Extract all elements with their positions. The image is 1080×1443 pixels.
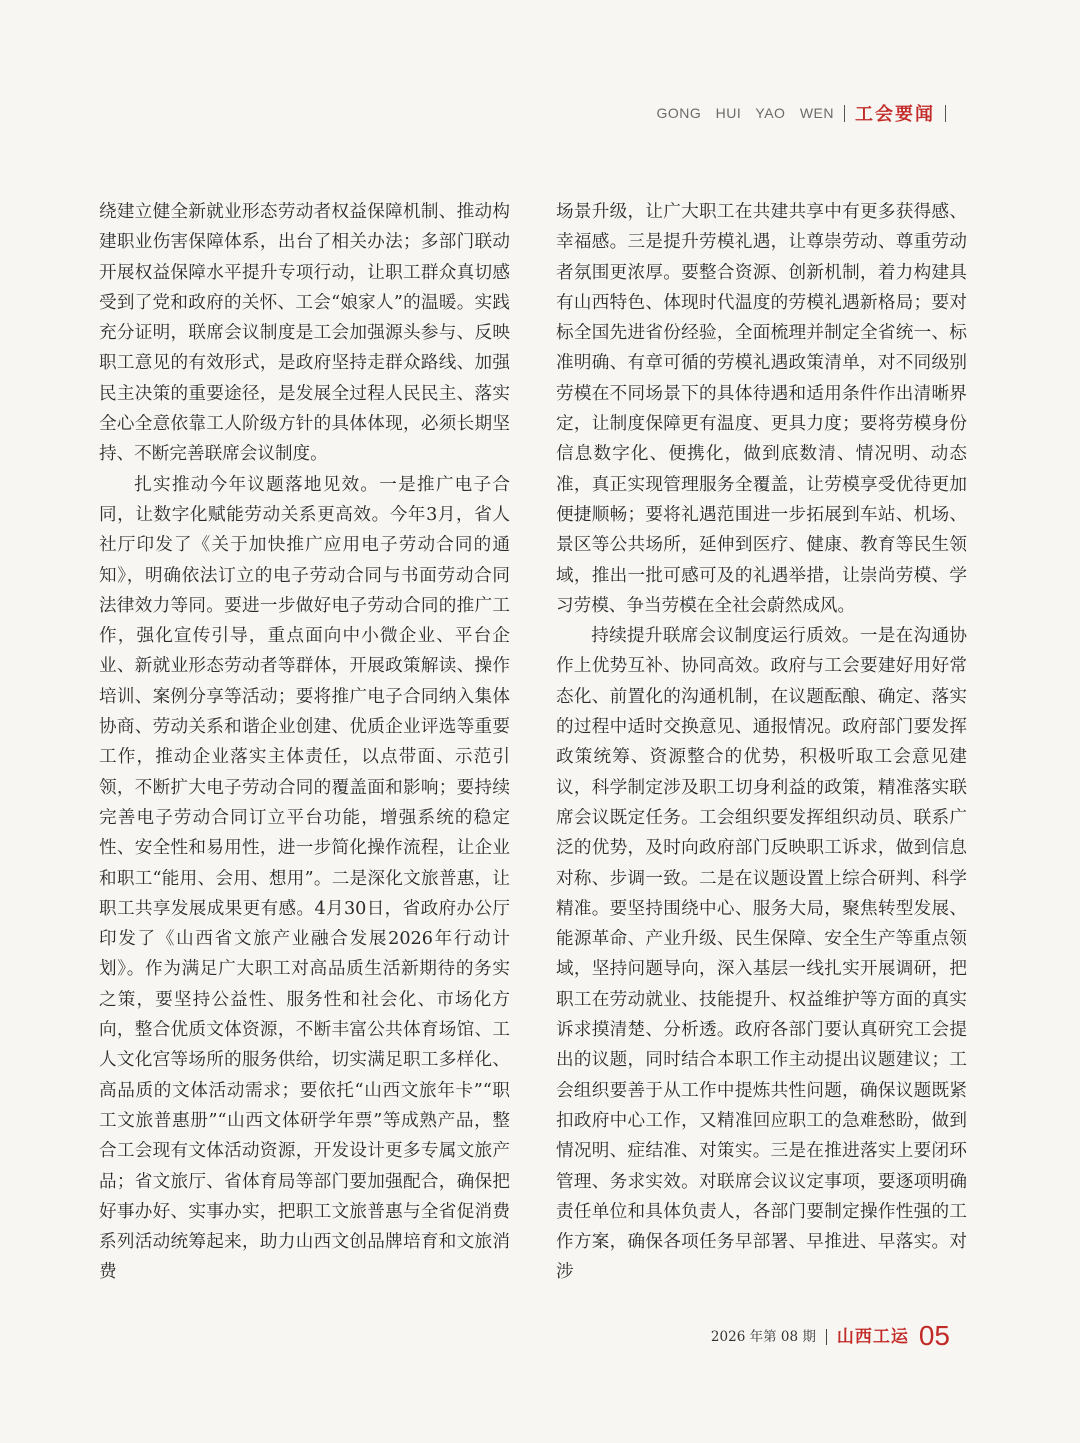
page-footer xyxy=(711,1322,950,1350)
header-divider-end xyxy=(945,105,946,122)
page-number: 05 xyxy=(918,1320,950,1351)
page-header xyxy=(657,100,957,126)
paragraph-continued: 场景升级，让广大职工在共建共享中有更多获得感、幸福感。三是提升劳模礼遇，让尊崇劳动、尊重劳动者氛围更浓厚。要整合资源、创新机制，着力构建具有山西特色、体现时代温度的劳模礼遇新格局；要对标全国先进省份经验，全面梳理并制定全省统一、标准明确、有章可循的劳模礼遇政策清单，对不同级别劳模在不同场景下的具体待遇和适用条件作出清晰界定，让制度保障更有温度、更具力度；要将劳模身份信息数字化、便携化，做到底数清、情况明、动态准，真正实现管理服务全覆盖，让劳模享受优待更加便捷顺畅；要将礼遇范围进一步拓展到车站、机场、景区等公共场所，延伸到医疗、健康、教育等民生领域，推出一批可感可及的礼遇举措，让崇尚劳模、学习劳模、争当劳模在全社会蔚然成风。 xyxy=(556,202,967,616)
paragraph-continued: 绕建立健全新就业形态劳动者权益保障机制、推动构建职业伤害保障体系，出台了相关办法；多部门联动开展权益保障水平提升专项行动，让职工群众真切感受到了党和政府的关怀、工会“娘家人”的温暖。实践充分证明，联席会议制度是工会加强源头参与、反映职工意见的有效形式，是政府坚持走群众路线、加强民主决策的重要途径，是发展全过程人民民主、落实全心全意依靠工人阶级方针的具体体现，必须长期坚持、不断完善联席会议制度。 xyxy=(99,202,510,465)
footer-divider xyxy=(826,1329,827,1345)
magazine-name: 山西工运 xyxy=(836,1327,909,1347)
section-pinyin: GONG HUI YAO WEN xyxy=(656,105,834,121)
paragraph: 扎实推动今年议题落地见效。一是推广电子合同，让数字化赋能劳动关系更高效。今年3月，省人社厅印发了《关于加快推广应用电子劳动合同的通知》，明确依法订立的电子劳动合同与书面劳动合同法律效力等同。要进一步做好电子劳动合同的推广工作，强化宣传引导，重点面向中小微企业、平台企业、新就业形态劳动者等群体，开展政策解读、操作培训、案例分享等活动；要将推广电子合同纳入集体协商、劳动关系和谐企业创建、优质企业评选等重要工作，推动企业落实主体责任，以点带面、示范引领，不断扩大电子劳动合同的覆盖面和影响；要持续完善电子劳动合同订立平台功能，增强系统的稳定性、安全性和易用性，进一步简化操作流程，让企业和职工“能用、会用、想用”。二是深化文旅普惠，让职工共享发展成果更有感。4月30日，省政府办公厅印发了《山西省文旅产业融合发展2026年行动计划》。作为满足广大职工对高品质生活新期待的务实之策，要坚持公益性、服务性和社会化、市场化方向，整合优质文体资源，不断丰富公共体育场馆、工人文化宫等场所的服务供给，切实满足职工多样化、高品质的文体活动需求；要依托“山西文旅年卡”“职工文旅普惠册”“山西文体研学年票”等成熟产品，整合工会现有文体活动资源，开发设计更多专属文旅产品；省文旅厅、省体育局等部门要加强配合，确保把好事办好、实事办实，把职工文旅普惠与全省促消费系列活动统筹起来，助力山西文创品牌培育和文旅消费 xyxy=(99,474,510,1283)
issue-number: 2026 年第 08 期 xyxy=(710,1329,816,1345)
left-column xyxy=(99,197,510,1288)
header-divider xyxy=(844,105,845,122)
right-column xyxy=(556,197,967,1288)
section-title: 工会要闻 xyxy=(855,104,935,125)
paragraph: 持续提升联席会议制度运行质效。一是在沟通协作上优势互补、协同高效。政府与工会要建好用好常态化、前置化的沟通机制，在议题酝酿、确定、落实的过程中适时交换意见、通报情况。政府部门要发挥政策统筹、资源整合的优势，积极听取工会意见建议，科学制定涉及职工切身利益的政策，精准落实联席会议既定任务。工会组织要发挥组织动员、联系广泛的优势，及时向政府部门反映职工诉求，做到信息对称、步调一致。二是在议题设置上综合研判、科学精准。要坚持围绕中心、服务大局，聚焦转型发展、能源革命、产业升级、民生保障、安全生产等重点领域，坚持问题导向，深入基层一线扎实开展调研，把职工在劳动就业、技能提升、权益维护等方面的真实诉求摸清楚、分析透。政府各部门要认真研究工会提出的议题，同时结合本职工作主动提出议题建议；工会组织要善于从工作中提炼共性问题，确保议题既紧扣政府中心工作，又精准回应职工的急难愁盼，做到情况明、症结准、对策实。三是在推进落实上要闭环管理、务求实效。对联席会议议定事项，要逐项明确责任单位和具体负责人，各部门要制定操作性强的工作方案，确保各项任务早部署、早推进、早落实。对涉 xyxy=(556,626,967,1283)
